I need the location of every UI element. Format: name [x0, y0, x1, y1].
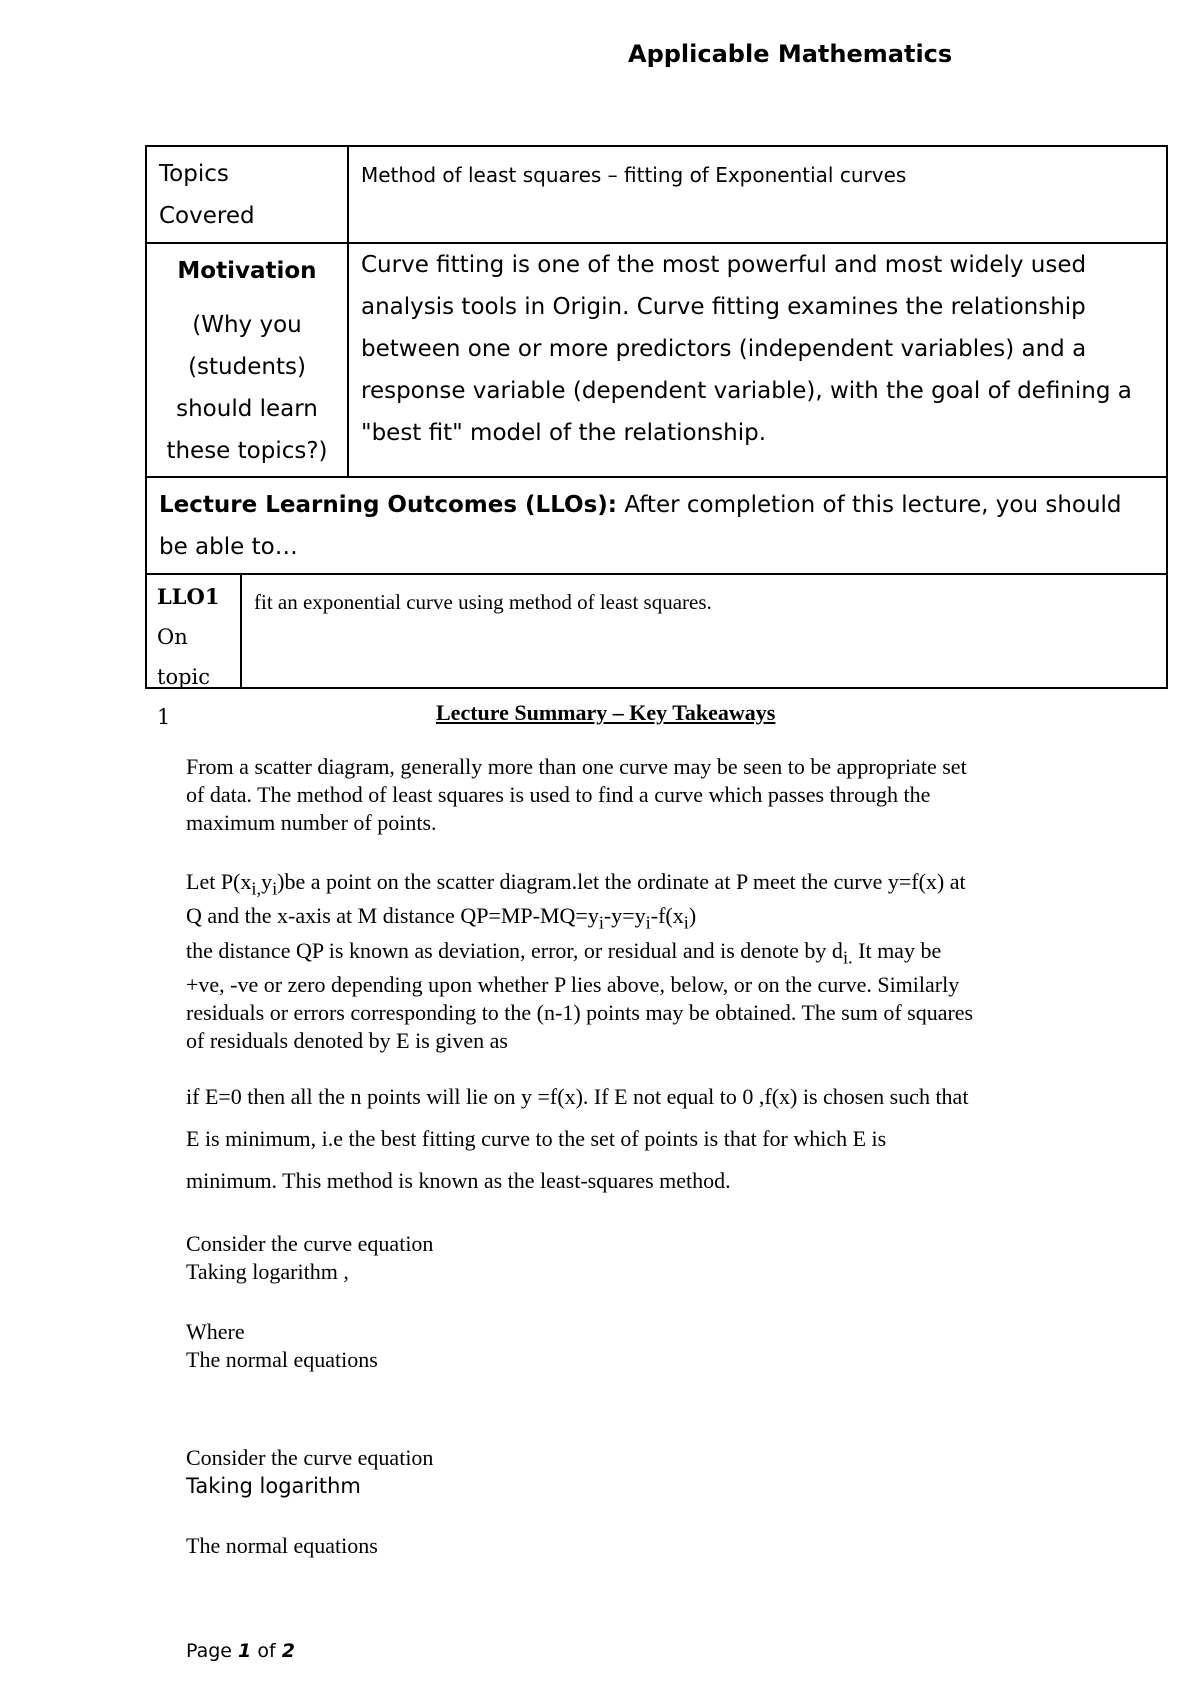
p2-line2-sub2: i [645, 912, 651, 933]
footer-page-total: 2 [281, 1640, 295, 1662]
p1-line3: maximum number of points. [186, 810, 437, 835]
p2-line2-d: ) [688, 903, 697, 929]
p6-line2: Taking logarithm [186, 1474, 361, 1498]
llo-heading-bold: Lecture Learning Outcomes (LLOs): [159, 492, 618, 518]
p5-line2: The normal equations [186, 1347, 378, 1372]
p2-line3-a: the distance QP is known as deviation, error, or residual and is denote by d [186, 937, 843, 963]
p2-line2-sub1: i [598, 912, 604, 933]
motivation-label [147, 244, 349, 476]
topics-label-line2: Covered [159, 203, 255, 229]
llo1-text: fit an exponential curve using method of least squares. [254, 590, 712, 614]
motivation-heading: Motivation [177, 258, 317, 284]
llo1-label [147, 575, 242, 729]
summary-paragraph-2 [186, 868, 1086, 1055]
p4-line1: Consider the curve equation [186, 1231, 434, 1256]
motivation-sub-4: these topics?) [166, 438, 328, 464]
p7-line1: The normal equations [186, 1533, 378, 1558]
motivation-row [147, 244, 1166, 478]
p2-line3-b: It may be [852, 937, 942, 963]
p2-line4: +ve, -ve or zero depending upon whether P lies above, below, or on the curve. Similarly [186, 972, 960, 998]
p2-line6: of residuals denoted by E is given as [186, 1028, 508, 1054]
p2-line1-sub2: i [272, 878, 278, 899]
topics-label-line1: Topics [159, 161, 229, 187]
p2-line5: residuals or errors corresponding to the (n-1) points may be obtained. The sum of squares [186, 1000, 974, 1026]
p2-line2-b: -y=y [603, 903, 646, 929]
p1-line2: of data. The method of least squares is used to find a curve which passes through the [186, 782, 931, 807]
summary-paragraph-4 [186, 1230, 1086, 1286]
p3-line3: minimum. This method is known as the least-squares method. [186, 1168, 731, 1193]
p2-line1-b: y [261, 869, 273, 894]
topics-value: Method of least squares – fitting of Exponential curves [361, 163, 907, 187]
p2-line2-sub3: i [683, 912, 689, 933]
p2-line1-c: )be a point on the scatter diagram.let the ordinate at P meet the curve y=f(x) at [277, 869, 966, 894]
summary-paragraph-1 [186, 753, 1086, 837]
p2-line1-a: Let P(x [186, 869, 252, 894]
p3-line2: E is minimum, i.e the best fitting curve to the set of points is that for which E is [186, 1126, 887, 1151]
motivation-sub-2: (students) [188, 354, 306, 380]
p2-line1 [186, 868, 1086, 902]
p2-line2 [186, 902, 1086, 936]
p5-line1: Where [186, 1319, 245, 1344]
motivation-text: Curve fitting is one of the most powerful and most widely used analysis tools in Origin. Curve fitting examines the relationship between one or more predictors (independent variables) and a response variable (dependent variable), with the goal of defining a "best fit" model of the relationship. [361, 252, 1132, 446]
llo1-on: On [157, 625, 188, 649]
p2-line2-c: -f(x [650, 903, 684, 929]
motivation-sub-3: should learn [176, 396, 318, 422]
footer-page-label: Page [186, 1640, 239, 1662]
summary-paragraph-5 [186, 1318, 1086, 1374]
p1-line1: From a scatter diagram, generally more than one curve may be seen to be appropriate set [186, 754, 967, 779]
footer-of-label: of [251, 1640, 282, 1662]
motivation-sub-1: (Why you [192, 312, 302, 338]
p2-line3 [186, 937, 1086, 971]
p2-line3-sub: i. [842, 947, 853, 968]
llo-heading [147, 478, 1166, 573]
llo1-topic: topic 1 [157, 665, 211, 729]
llo1-id: LLO1 [157, 584, 220, 609]
summary-title: Lecture Summary – Key Takeaways [436, 700, 776, 725]
summary-paragraph-7 [186, 1532, 1086, 1560]
summary-paragraph-6 [186, 1444, 1086, 1500]
p3-line1: if E=0 then all the n points will lie on y =f(x). If E not equal to 0 ,f(x) is chosen such that [186, 1084, 969, 1109]
topics-label [147, 147, 349, 242]
p6-line1: Consider the curve equation [186, 1445, 434, 1470]
summary-paragraph-3 [186, 1076, 1086, 1202]
page-footer [186, 1640, 295, 1662]
footer-page-num: 1 [238, 1640, 252, 1662]
p2-line1-sub1: i, [251, 878, 262, 899]
header-title: Applicable Mathematics [628, 40, 953, 68]
topics-row [147, 147, 1166, 244]
p4-line2: Taking logarithm , [186, 1259, 349, 1284]
p2-line2-a: Q and the x-axis at M distance QP=MP-MQ=y [186, 903, 599, 929]
llo-heading-row [147, 478, 1166, 575]
llo-heading-rest: After completion of this lecture, you should be able to… [159, 492, 1122, 560]
